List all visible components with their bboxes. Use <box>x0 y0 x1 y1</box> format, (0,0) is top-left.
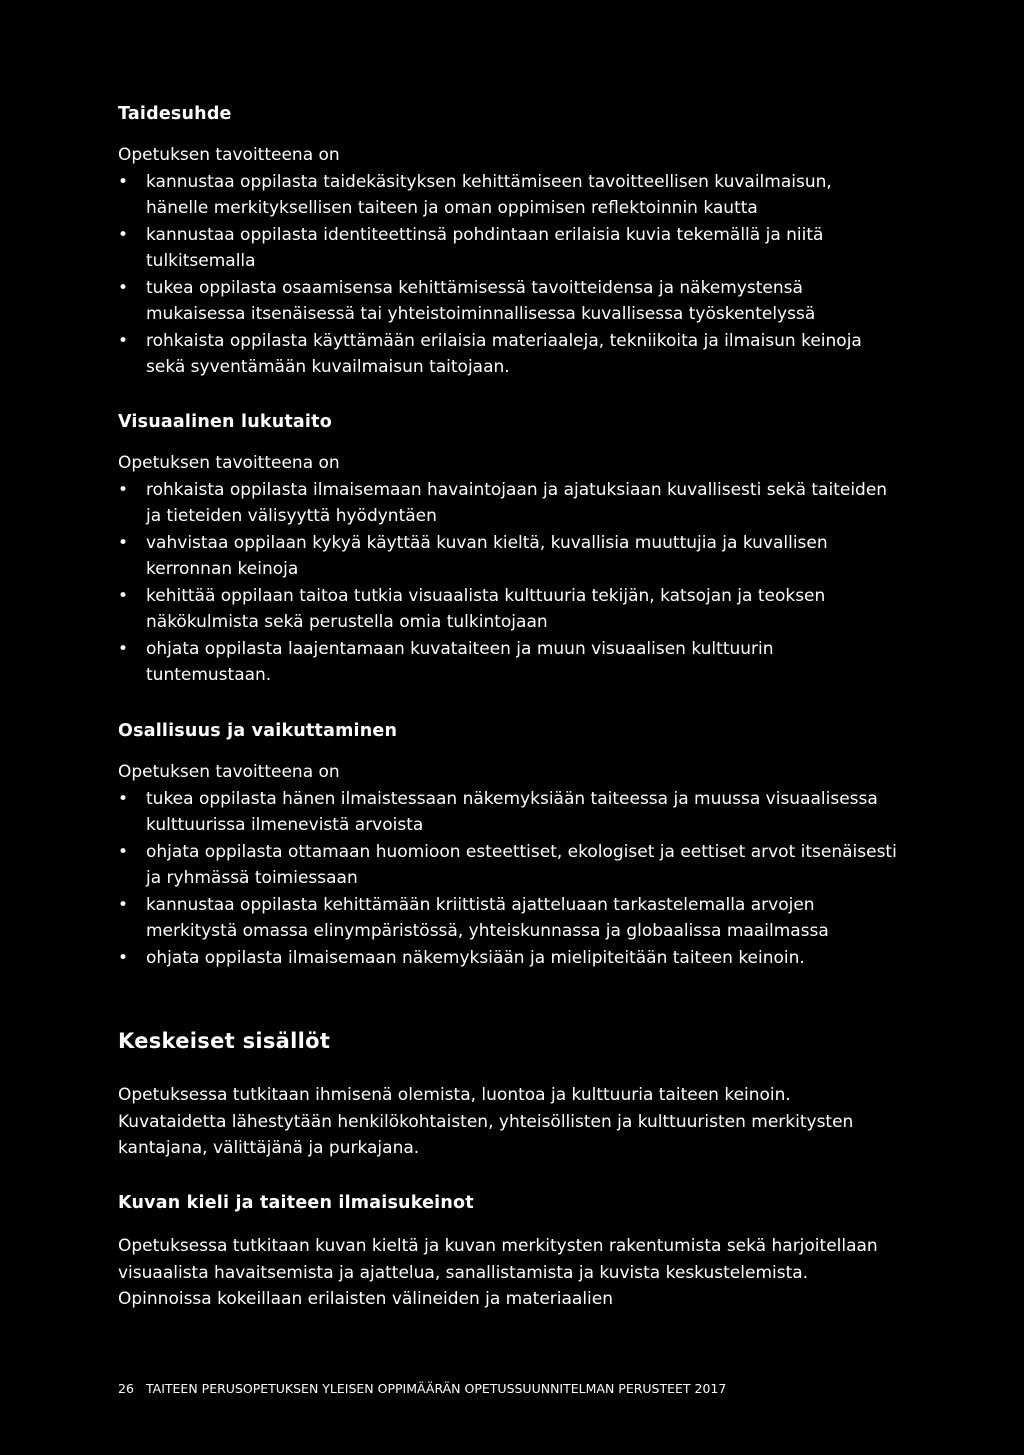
section-intro: Opetuksen tavoitteena on <box>118 762 340 782</box>
bullet-icon: • <box>118 224 129 245</box>
bullet-icon: • <box>118 638 129 659</box>
section-kuvan-kieli <box>118 1190 898 1313</box>
section-intro: Opetuksen tavoitteena on <box>118 453 340 473</box>
section-intro: Opetuksen tavoitteena on <box>118 145 340 165</box>
list-item: • tukea oppilasta hänen ilmaistessaan näkemyksiään taiteessa ja muussa visuaalisessa kulttuurissa ilmenevistä arvoista <box>118 786 898 839</box>
list-item: • ohjata oppilasta laajentamaan kuvataiteen ja muun visuaalisen kulttuurin tuntemustaan. <box>118 636 898 689</box>
bullet-icon: • <box>118 330 129 351</box>
bullet-icon: • <box>118 585 129 606</box>
list-item: • vahvistaa oppilaan kykyä käyttää kuvan kieltä, kuvallisia muuttujia ja kuvallisen kerronnan keinoja <box>118 530 898 583</box>
section-osallisuus-ja-vaikuttaminen <box>118 718 898 971</box>
section-taidesuhde <box>118 101 898 381</box>
objective-list <box>118 169 898 381</box>
bullet-icon: • <box>118 947 129 968</box>
bullet-icon: • <box>118 894 129 915</box>
footer-title: TAITEEN PERUSOPETUKSEN YLEISEN OPPIMÄÄRÄN OPETUSSUUNNITELMAN PERUSTEET 2017 <box>146 1381 727 1396</box>
bullet-icon: • <box>118 788 129 809</box>
list-item: • kannustaa oppilasta taidekäsityksen kehittämiseen tavoitteellisen kuvailmaisun, hänelle merkityksellisen taiteen ja oman oppimisen reflektoinnin kautta <box>118 169 898 222</box>
section-keskeiset-sisallot <box>118 1026 898 1162</box>
bullet-icon: • <box>118 171 129 192</box>
section-heading: Osallisuus ja vaikuttaminen <box>118 721 398 741</box>
list-item: • ohjata oppilasta ilmaisemaan näkemyksiään ja mielipiteitään taiteen keinoin. <box>118 945 898 972</box>
section-heading: Visuaalinen lukutaito <box>118 412 332 432</box>
list-item: • kehittää oppilaan taitoa tutkia visuaalista kulttuuria tekijän, katsojan ja teoksen näkökulmista sekä perustella omia tulkintojaan <box>118 583 898 636</box>
list-item: • tukea oppilasta osaamisensa kehittämisessä tavoitteidensa ja näkemystensä mukaisessa itsenäisessä tai yhteistoiminnallisessa kuvallisessa työskentelyssä <box>118 275 898 328</box>
bullet-icon: • <box>118 277 129 298</box>
list-item: • kannustaa oppilasta kehittämään kriittistä ajatteluaan tarkastelemalla arvojen merkitystä omassa elinympäristössä, yhteiskunnassa ja globaalissa maailmassa <box>118 892 898 945</box>
main-heading: Keskeiset sisällöt <box>118 1029 331 1053</box>
objective-list <box>118 786 898 972</box>
section-visuaalinen-lukutaito <box>118 409 898 689</box>
page-footer <box>118 1381 726 1396</box>
objective-list <box>118 477 898 689</box>
section-paragraph: Opetuksessa tutkitaan ihmisenä olemista, luontoa ja kulttuuria taiteen keinoin. Kuvataidetta lähestytään henkilökohtaisten, yhteisöllisten ja kulttuuristen merkitysten kantajana, välittäjänä ja purkajana. <box>118 1085 854 1158</box>
page-number: 26 <box>118 1381 134 1396</box>
section-paragraph: Opetuksessa tutkitaan kuvan kieltä ja kuvan merkitysten rakentumista sekä harjoitellaan visuaalista havaitsemista ja ajattelua, sanallistamista ja kuvista keskustelemista. Opinnoissa kokeillaan erilaisten välineiden ja materiaalien <box>118 1236 878 1309</box>
list-item: • kannustaa oppilasta identiteettinsä pohdintaan erilaisia kuvia tekemällä ja niitä tulkitsemalla <box>118 222 898 275</box>
bullet-icon: • <box>118 532 129 553</box>
bullet-icon: • <box>118 841 129 862</box>
section-heading: Taidesuhde <box>118 104 232 124</box>
bullet-icon: • <box>118 479 129 500</box>
list-item: • rohkaista oppilasta käyttämään erilaisia materiaaleja, tekniikoita ja ilmaisun keinoja sekä syventämään kuvailmaisun taitojaan. <box>118 328 898 381</box>
section-heading: Kuvan kieli ja taiteen ilmaisukeinot <box>118 1193 474 1213</box>
list-item: • rohkaista oppilasta ilmaisemaan havaintojaan ja ajatuksiaan kuvallisesti sekä taiteiden ja tieteiden välisyyttä hyödyntäen <box>118 477 898 530</box>
list-item: • ohjata oppilasta ottamaan huomioon esteettiset, ekologiset ja eettiset arvot itsenäisesti ja ryhmässä toimiessaan <box>118 839 898 892</box>
